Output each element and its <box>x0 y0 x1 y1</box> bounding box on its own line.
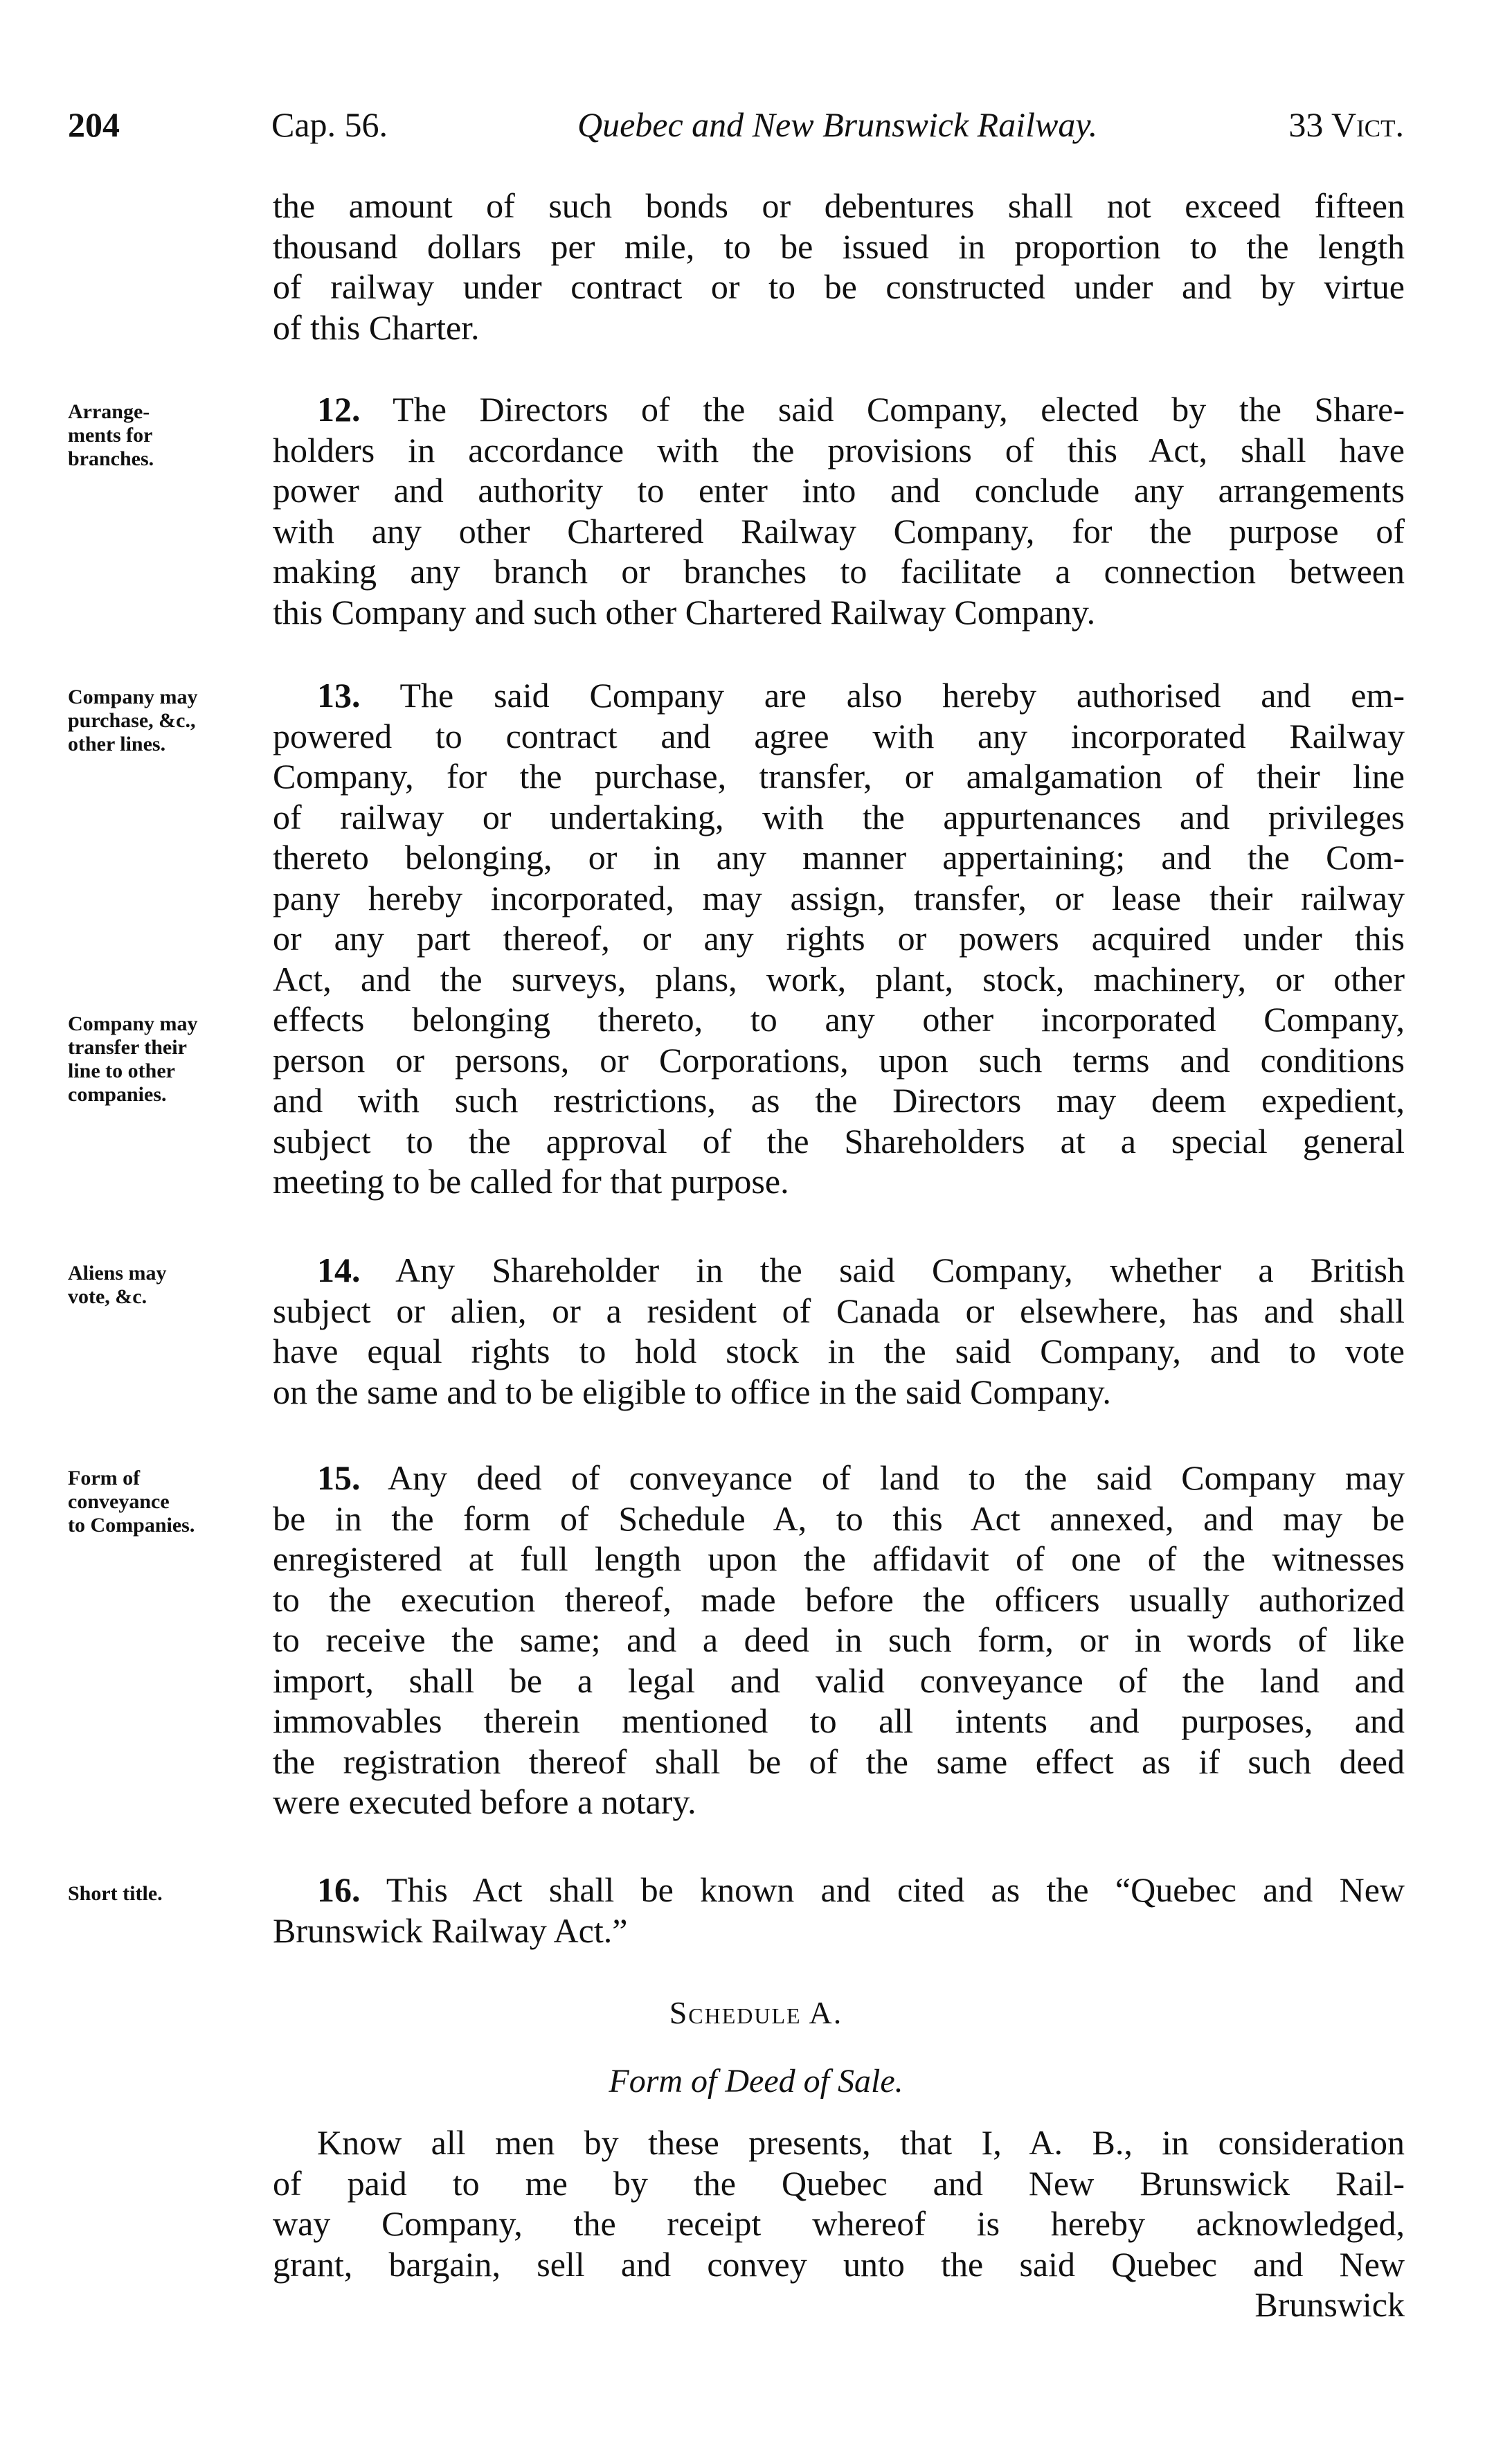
running-title: Quebec and New Brunswick Railway. <box>577 105 1098 144</box>
text-line: be in the form of Schedule A, to this Act annexed, and may be <box>273 1498 1405 1538</box>
text-line: Know all men by these presents, that I, A. B., in consideration <box>317 2123 1405 2162</box>
text-line: thereto belonging, or in any manner appertaining; and the Com- <box>273 838 1405 877</box>
text-line: and with such restrictions, as the Directors may deem expedient, <box>273 1081 1405 1120</box>
text-line: meeting to be called for that purpose. <box>273 1162 789 1201</box>
text-line: Brunswick Railway Act.” <box>273 1910 628 1950</box>
text-line: were executed before a notary. <box>273 1782 696 1821</box>
text-line: the registration thereof shall be of the same effect as if such deed <box>273 1742 1405 1781</box>
text-line: with any other Chartered Railway Company, for the purpose of <box>273 511 1405 551</box>
section-14 <box>273 1250 1405 1412</box>
schedule-body <box>273 2122 1405 2325</box>
margin-note-form-of-conveyance: Form of conveyance to Companies. <box>68 1467 195 1537</box>
text-line: grant, bargain, sell and convey unto the said Quebec and New <box>273 2244 1405 2284</box>
text-line: this Company and such other Chartered Railway Company. <box>273 592 1096 632</box>
margin-note-transfer: Company may transfer their line to other companies. <box>68 1012 198 1106</box>
section-12 <box>273 389 1405 632</box>
text-line: to receive the same; and a deed in such form, or in words of like <box>273 1620 1405 1659</box>
text-line: Company, for the purchase, transfer, or amalgamation of their line <box>273 757 1405 796</box>
section-13 <box>273 675 1405 1202</box>
text-line: the amount of such bonds or debentures shall not exceed fifteen <box>273 186 1405 225</box>
text-line: immovables therein mentioned to all intents and purposes, and <box>273 1701 1405 1740</box>
margin-note-purchase: Company may purchase, &c., other lines. <box>68 686 198 755</box>
schedule-title: Schedule A. <box>669 1995 843 2030</box>
text-line: on the same and to be eligible to office in the said Company. <box>273 1372 1111 1411</box>
catchword: Brunswick <box>1254 2285 1405 2324</box>
text-line: holders in accordance with the provisions of this Act, shall have <box>273 430 1405 469</box>
margin-note-short-title: Short title. <box>68 1882 163 1905</box>
text-line: thousand dollars per mile, to be issued in proportion to the length <box>273 226 1405 266</box>
text-line: subject or alien, or a resident of Canada or elsewhere, has and shall <box>273 1291 1405 1330</box>
text-line: 12. The Directors of the said Company, elected by the Share- <box>317 390 1405 429</box>
section-15 <box>273 1458 1405 1823</box>
text-line: subject to the approval of the Shareholders at a special general <box>273 1121 1405 1161</box>
chapter-label: Cap. 56. <box>271 105 388 144</box>
text-line: 16. This Act shall be known and cited as the “Quebec and New <box>317 1870 1405 1909</box>
text-line: 14. Any Shareholder in the said Company, whether a British <box>317 1251 1405 1289</box>
text-line: enregistered at full length upon the affidavit of one of the witnesses <box>273 1539 1405 1578</box>
text-line: import, shall be a legal and valid conveyance of the land and <box>273 1661 1405 1700</box>
text-line: to the execution thereof, made before the officers usually authorized <box>273 1580 1405 1619</box>
text-line: have equal rights to hold stock in the said Company, and to vote <box>273 1332 1405 1370</box>
section-number: 12. <box>317 390 361 429</box>
text-line: of this Charter. <box>273 307 480 347</box>
margin-note-aliens: Aliens may vote, &c. <box>68 1262 167 1308</box>
text-line: of railway or undertaking, with the appurtenances and privileges <box>273 797 1405 836</box>
text-line: 13. The said Company are also hereby authorised and em- <box>317 676 1405 715</box>
schedule-subtitle: Form of Deed of Sale. <box>609 2063 903 2100</box>
text-line: of paid to me by the Quebec and New Brunswick Rail- <box>273 2163 1405 2203</box>
running-header <box>68 97 1404 152</box>
section-number: 14. <box>317 1251 361 1289</box>
regnal-year: 33 Vict. <box>1288 105 1404 144</box>
text-line: Act, and the surveys, plans, work, plant, stock, machinery, or other <box>273 959 1405 999</box>
text-line: 15. Any deed of conveyance of land to the said Company may <box>317 1458 1405 1497</box>
section-number: 15. <box>317 1458 361 1497</box>
section-number: 16. <box>317 1870 361 1909</box>
margin-note-arrangements: Arrange- ments for branches. <box>68 400 154 470</box>
section-number: 13. <box>317 676 361 715</box>
text-line: pany hereby incorporated, may assign, transfer, or lease their railway <box>273 878 1405 918</box>
text-line: way Company, the receipt whereof is hereby acknowledged, <box>273 2204 1405 2243</box>
text-line: powered to contract and agree with any incorporated Railway <box>273 716 1405 755</box>
intro-paragraph <box>273 186 1405 348</box>
text-line: effects belonging thereto, to any other incorporated Company, <box>273 1000 1405 1039</box>
section-16 <box>273 1870 1405 1951</box>
text-line: power and authority to enter into and conclude any arrangements <box>273 471 1405 510</box>
text-line: making any branch or branches to facilitate a connection between <box>273 552 1405 591</box>
page-number: 204 <box>68 105 120 144</box>
text-line: person or persons, or Corporations, upon such terms and conditions <box>273 1040 1405 1080</box>
text-line: of railway under contract or to be constructed under and by virtue <box>273 267 1405 306</box>
text-line: or any part thereof, or any rights or powers acquired under this <box>273 919 1405 958</box>
